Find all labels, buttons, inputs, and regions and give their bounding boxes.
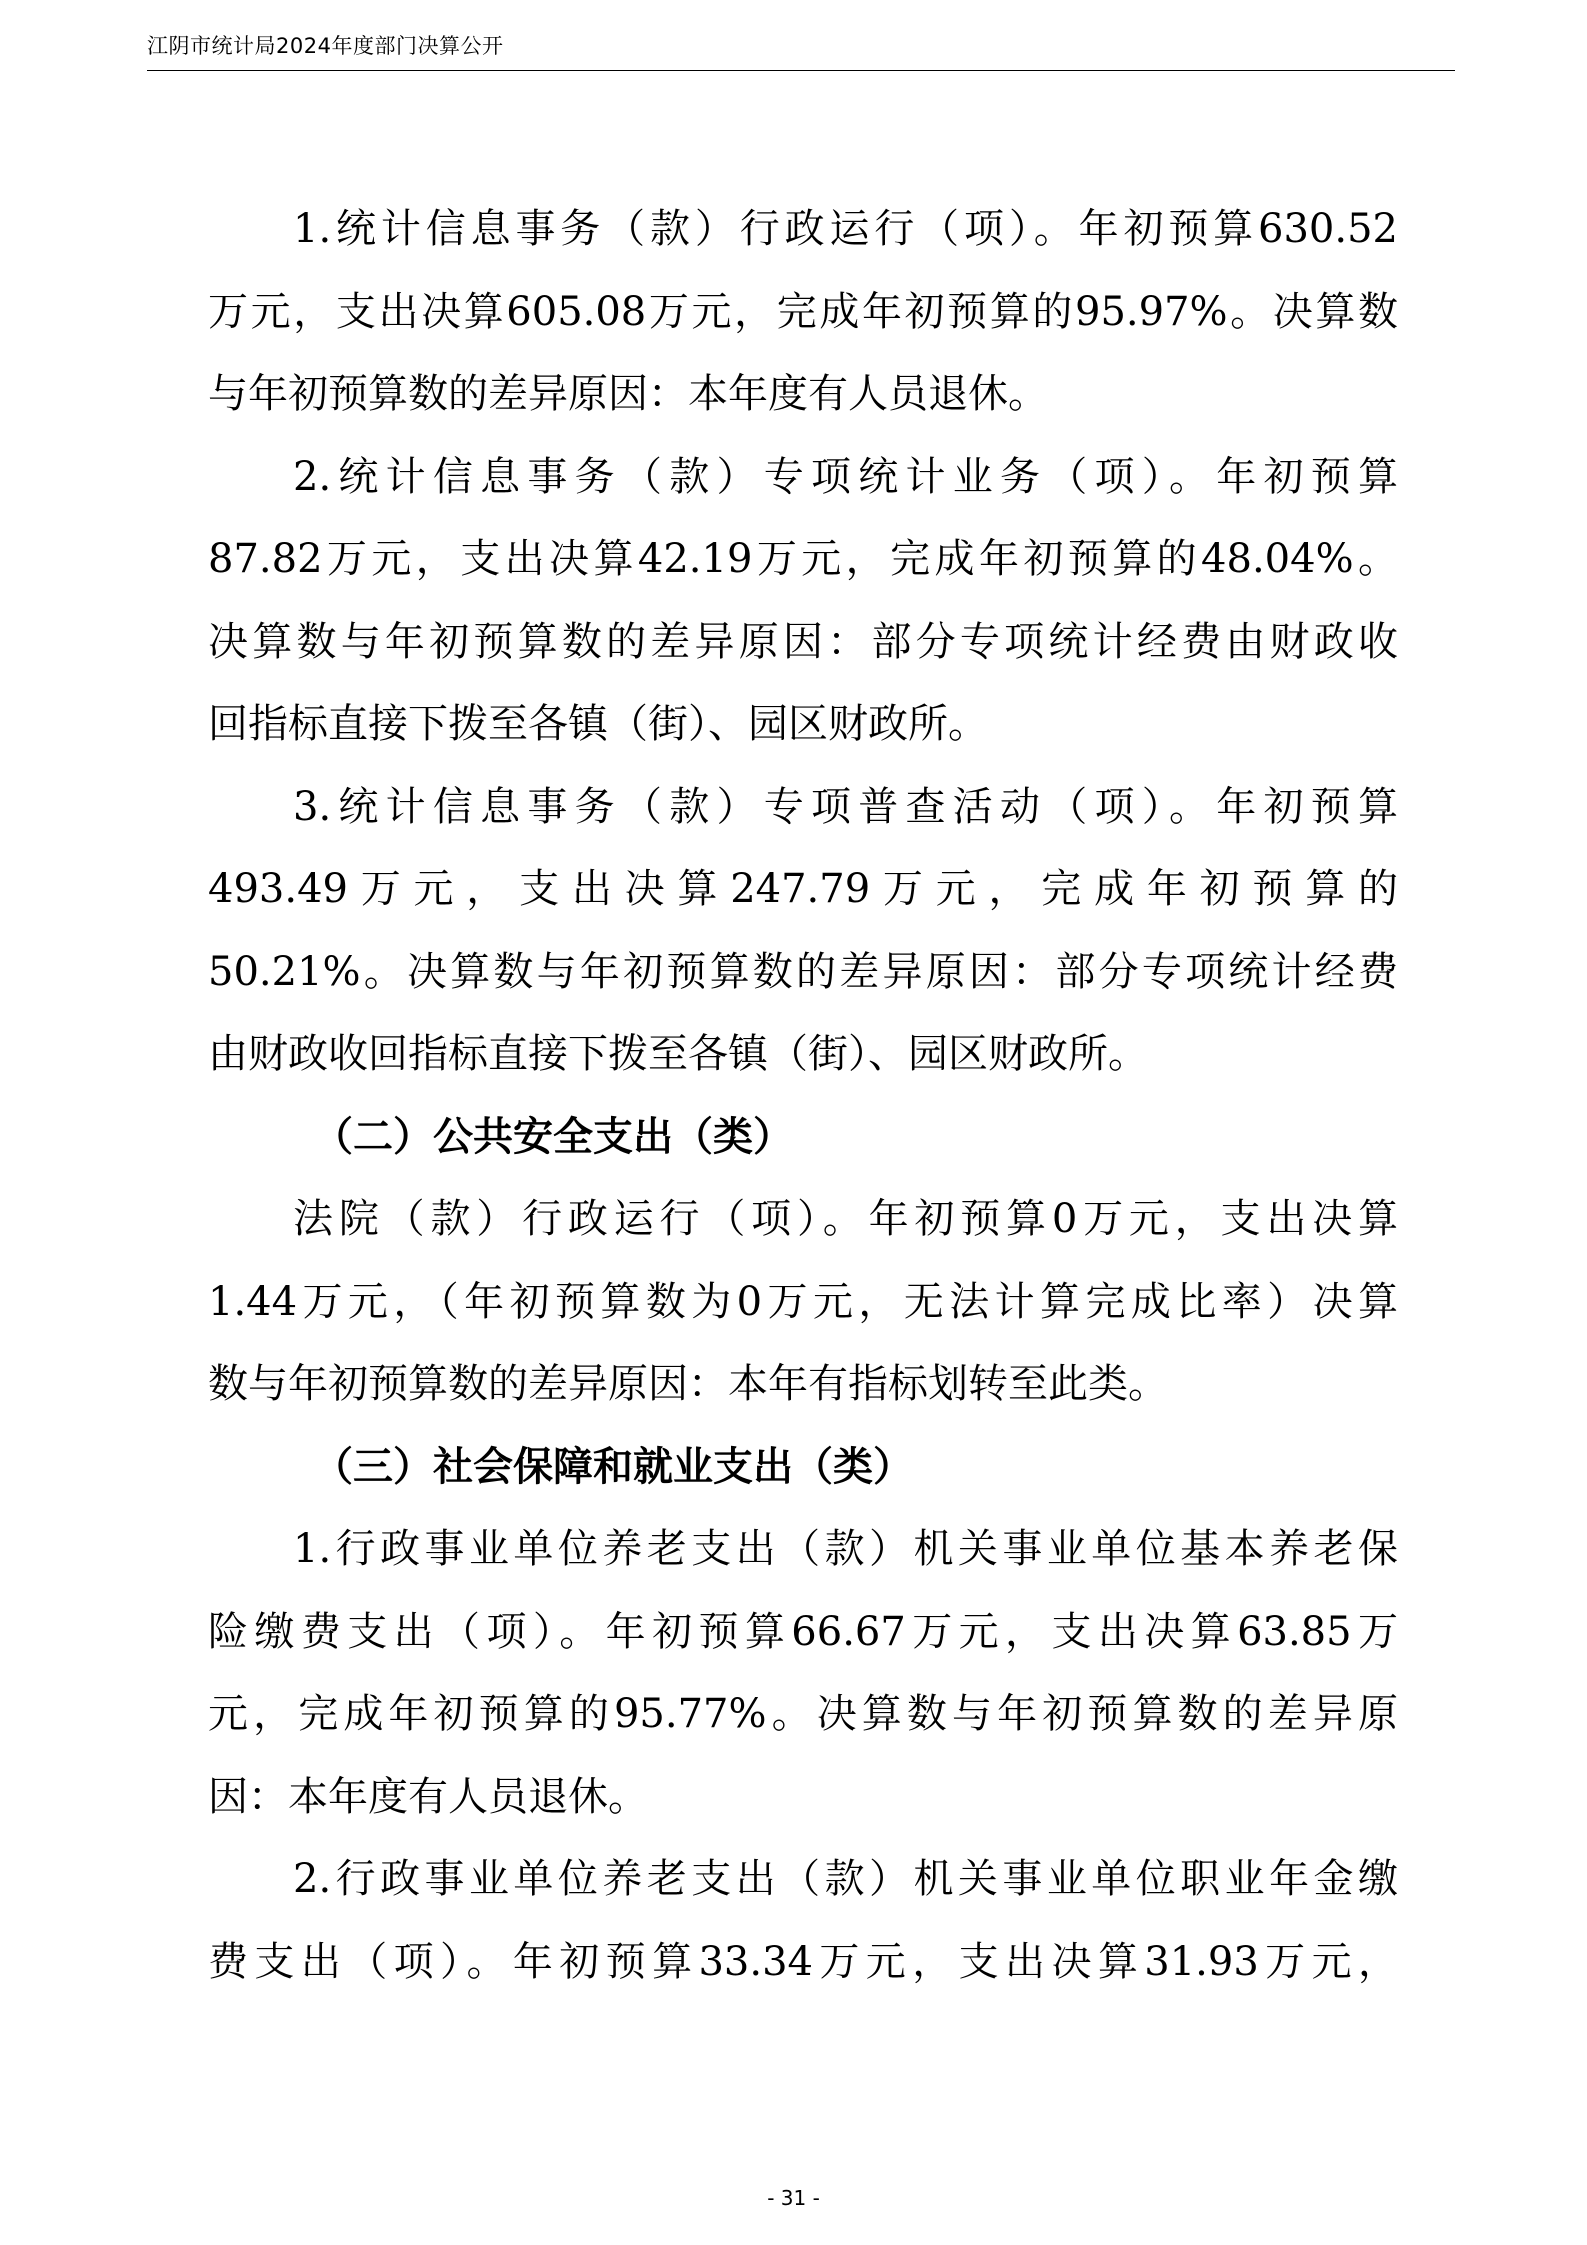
paragraph-line: 87.82万元，支出决算42.19万元，完成年初预算的48.04%。 (208, 536, 1398, 582)
page-number: - 31 - (767, 2186, 820, 2210)
paragraph-line: 回指标直接下拨至各镇（街）、园区财政所。 (208, 701, 988, 747)
paragraph-line: 与年初预算数的差异原因：本年度有人员退休。 (208, 371, 1048, 417)
section-heading: （二）公共安全支出（类） (313, 1112, 793, 1160)
paragraph-line: 1.44万元，（年初预算数为0万元，无法计算完成比率）决算 (208, 1278, 1398, 1325)
paragraph-line: 493.49 万 元 ， 支 出 决 算 247.79 万 元 ， 完 成 年 初 预 算 的 (208, 866, 1398, 912)
document-body (208, 188, 1398, 2003)
paragraph-line: 万元，支出决算605.08万元，完成年初预算的95.97%。决算数 (208, 288, 1398, 335)
paragraph-line: 2.行政事业单位养老支出（款）机关事业单位职业年金缴 (293, 1856, 1398, 1902)
paragraph-line: 数与年初预算数的差异原因：本年有指标划转至此类。 (208, 1361, 1168, 1407)
paragraph-line: 3.统计信息事务（款）专项普查活动（项）。年初预算 (293, 783, 1398, 830)
header-title: 江阴市统计局2024年度部门决算公开 (147, 34, 504, 58)
paragraph-line: 费支出（项）。年初预算33.34万元，支出决算31.93万元， (208, 1938, 1398, 1985)
paragraph-line: 1.统计信息事务（款）行政运行（项）。年初预算630.52 (293, 206, 1398, 252)
paragraph-line: 险缴费支出（项）。年初预算66.67万元，支出决算63.85万 (208, 1608, 1398, 1655)
paragraph-line: 由财政收回指标直接下拨至各镇（街）、园区财政所。 (208, 1031, 1148, 1077)
paragraph-line: 决算数与年初预算数的差异原因：部分专项统计经费由财政收 (208, 618, 1398, 665)
paragraph-line: 1.行政事业单位养老支出（款）机关事业单位基本养老保 (293, 1526, 1398, 1572)
page-header (147, 26, 1455, 71)
paragraph-line: 2.统计信息事务（款）专项统计业务（项）。年初预算 (293, 453, 1398, 500)
paragraph-line: 因：本年度有人员退休。 (208, 1773, 648, 1820)
paragraph-line: 元，完成年初预算的95.77%。决算数与年初预算数的差异原 (208, 1691, 1398, 1737)
paragraph-line: 50.21%。决算数与年初预算数的差异原因：部分专项统计经费 (208, 948, 1398, 995)
paragraph-line: 法院（款）行政运行（项）。年初预算0万元，支出决算 (293, 1196, 1398, 1242)
section-heading: （三）社会保障和就业支出（类） (313, 1442, 913, 1490)
